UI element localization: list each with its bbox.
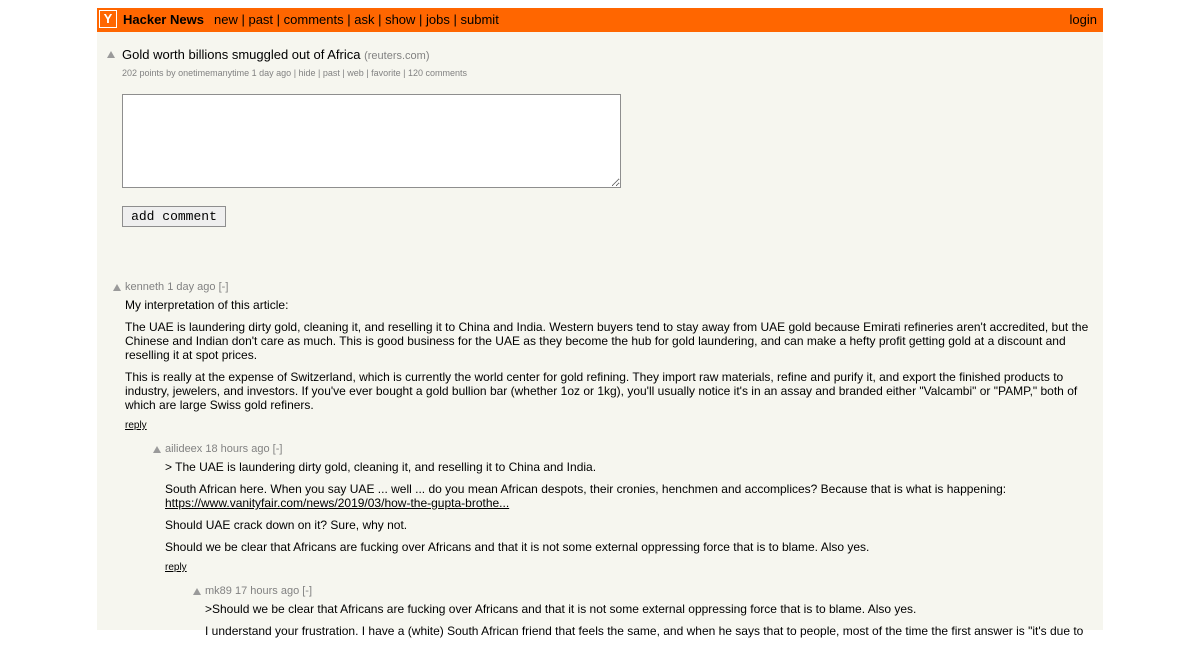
comment-item — [205, 585, 1091, 646]
hide-link[interactable]: hide — [298, 68, 316, 78]
site-name-link[interactable]: Hacker News — [123, 12, 204, 27]
comment-age-link[interactable]: 18 hours ago — [205, 443, 270, 455]
nav-separator: | — [374, 12, 386, 27]
nav-separator: | — [415, 12, 427, 27]
top-nav — [214, 12, 499, 27]
nav-show[interactable]: show — [385, 12, 416, 27]
nav-separator: | — [237, 12, 249, 27]
past-link[interactable]: past — [322, 68, 340, 78]
nav-submit[interactable]: submit — [460, 12, 499, 27]
favorite-link[interactable]: favorite — [371, 68, 401, 78]
comment-paragraph: >Should we be clear that Africans are fucking over Africans and that it is not some external oppressing force that is to blame. Also yes. — [205, 602, 917, 616]
comment-paragraph: South African here. When you say UAE ... well ... do you mean African despots, their cronies, henchmen and accomplices? Because that is what is happening: — [165, 482, 1007, 496]
comment-textarea[interactable] — [122, 94, 621, 188]
comment-user-link[interactable]: kenneth — [125, 281, 165, 293]
reply-link[interactable]: reply — [165, 562, 187, 573]
comment-header — [125, 281, 1091, 294]
story-user-link[interactable]: onetimemanytime — [178, 68, 250, 78]
story-points: 202 points — [122, 68, 164, 78]
nav-jobs[interactable]: jobs — [426, 12, 450, 27]
nav-new[interactable]: new — [214, 12, 238, 27]
comment-header — [205, 585, 1091, 598]
comment-paragraph: Should we be clear that Africans are fucking over Africans and that it is not some external oppressing force that is to blame. Also yes. — [165, 540, 870, 554]
comment-upvote-icon[interactable] — [193, 588, 201, 595]
nav-separator: | — [343, 12, 355, 27]
collapse-toggle[interactable]: [-] — [302, 585, 313, 597]
reply-row — [125, 420, 1091, 432]
comment-item — [125, 281, 1091, 432]
comment-user-link[interactable]: ailideex — [165, 443, 203, 455]
collapse-toggle[interactable]: [-] — [272, 443, 283, 455]
story-upvote-icon[interactable] — [107, 51, 115, 58]
comment-external-link[interactable]: https://www.vanityfair.com/news/2019/03/how-the-gupta-brothe... — [165, 496, 510, 510]
reply-link[interactable]: reply — [125, 420, 147, 431]
comment-paragraph: My interpretation of this article: — [125, 298, 289, 312]
story-title-link[interactable]: Gold worth billions smuggled out of Africa — [122, 47, 361, 62]
nav-past[interactable]: past — [248, 12, 274, 27]
nav-separator: | — [273, 12, 284, 27]
comment-text — [125, 298, 1091, 432]
y-logo-icon[interactable]: Y — [99, 10, 117, 28]
top-bar — [97, 8, 1103, 32]
comments-count-link[interactable]: 120 comments — [407, 68, 467, 78]
nav-comments[interactable]: comments — [283, 12, 344, 27]
page-container — [97, 8, 1103, 638]
reply-row — [165, 562, 1091, 574]
comment-paragraph: This is really at the expense of Switzerland, which is currently the world center for gold refining. They import raw materials, refine and purify it, and export the finished products to industry, jewelers, and investors. If you've ever bought a gold bullion bar (whether 1oz or 1kg), you'll usually notice it's in an assay and branded either "Valcambi" or "PAMP," both of which are large Swiss gold refiners. — [125, 370, 1078, 412]
comment-paragraph-with-link — [165, 482, 1091, 510]
story-subtext: 202 points by onetimemanytime 1 day ago | hide | past | web | favorite | 120 comments — [122, 68, 467, 78]
comment-upvote-icon[interactable] — [153, 446, 161, 453]
story-domain[interactable]: (reuters.com) — [364, 50, 430, 62]
comment-paragraph: > The UAE is laundering dirty gold, cleaning it, and reselling it to China and India. — [165, 460, 597, 474]
comment-paragraph: Should UAE crack down on it? Sure, why not. — [165, 518, 408, 532]
nav-ask[interactable]: ask — [354, 12, 375, 27]
add-comment-button[interactable]: add comment — [122, 206, 226, 227]
web-link[interactable]: web — [347, 68, 364, 78]
story-age-link[interactable]: 1 day ago — [251, 68, 292, 78]
collapse-toggle[interactable]: [-] — [218, 281, 229, 293]
comment-text — [165, 460, 1091, 574]
nav-separator: | — [449, 12, 461, 27]
story-title-row — [122, 47, 430, 64]
comment-age-link[interactable]: 17 hours ago — [234, 585, 300, 597]
comment-paragraph: The UAE is laundering dirty gold, cleaning it, and reselling it to China and India. Western buyers tend to stay away from UAE gold because Emirati refineries aren't accredited, but the Chinese and Indian don't care as much. This is good business for the UAE as they become the hub for gold laundering, and can make a hefty profit getting gold at a discount and reselling it at spot prices. — [125, 320, 1089, 362]
comment-item — [165, 443, 1091, 574]
login-link[interactable]: login — [1069, 12, 1097, 27]
comment-text — [205, 602, 1091, 638]
comment-user-link[interactable]: mk89 — [205, 585, 232, 597]
story-by-label: by — [166, 68, 176, 78]
comment-age-link[interactable]: 1 day ago — [167, 281, 216, 293]
comment-header — [165, 443, 1091, 456]
comment-upvote-icon[interactable] — [113, 284, 121, 291]
comment-paragraph: I understand your frustration. I have a (white) South African friend that feels the same, and when he says that to people, most of the time the first answer is "it's due to — [205, 624, 1084, 638]
